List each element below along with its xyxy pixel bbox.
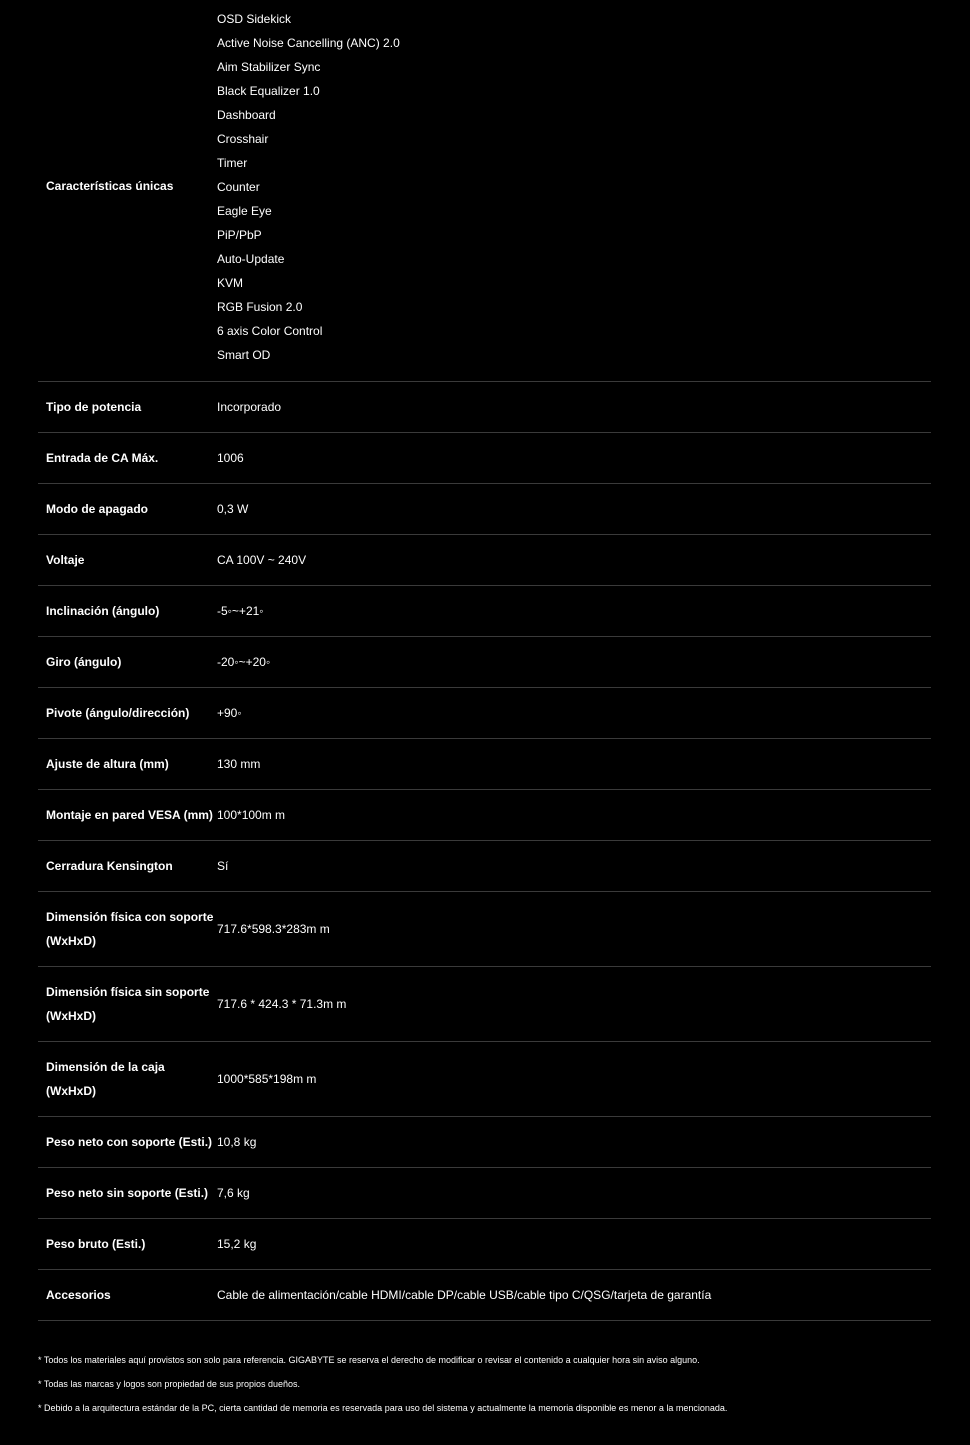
spec-label-line: (WxHxD) bbox=[46, 1009, 96, 1023]
feature-item: KVM bbox=[217, 276, 244, 290]
spec-value: Incorporado bbox=[217, 400, 282, 414]
spec-value: +90◦ bbox=[217, 706, 242, 720]
footnotes bbox=[38, 1348, 931, 1420]
feature-item: 6 axis Color Control bbox=[217, 324, 323, 338]
feature-item: RGB Fusion 2.0 bbox=[217, 300, 303, 314]
spec-label: Tipo de potencia bbox=[46, 400, 142, 414]
features-list bbox=[217, 0, 931, 382]
spec-row-pivot bbox=[38, 688, 931, 739]
spec-label: Inclinación (ángulo) bbox=[46, 604, 160, 618]
feature-item: Timer bbox=[217, 156, 248, 170]
spec-label: Voltaje bbox=[46, 553, 85, 567]
spec-label: Peso bruto (Esti.) bbox=[46, 1237, 146, 1251]
spec-value: 15,2 kg bbox=[217, 1237, 257, 1251]
spec-row-tilt bbox=[38, 586, 931, 637]
feature-item: Aim Stabilizer Sync bbox=[217, 60, 321, 74]
spec-label: Ajuste de altura (mm) bbox=[46, 757, 169, 771]
spec-label: Pivote (ángulo/dirección) bbox=[46, 706, 190, 720]
feature-item: OSD Sidekick bbox=[217, 12, 292, 26]
spec-label: Peso neto con soporte (Esti.) bbox=[46, 1135, 213, 1149]
footnote: * Todos los materiales aquí provistos son solo para referencia. GIGABYTE se reserva el derecho de modificar o revisar el contenido a cualquier hora sin aviso alguno. bbox=[38, 1355, 700, 1365]
spec-row-kensington bbox=[38, 841, 931, 892]
spec-value: 7,6 kg bbox=[217, 1186, 250, 1200]
spec-value: CA 100V ~ 240V bbox=[217, 553, 307, 567]
spec-row-power-type bbox=[38, 382, 931, 433]
spec-label: Modo de apagado bbox=[46, 502, 148, 516]
spec-label bbox=[38, 905, 217, 953]
spec-value: 1000*585*198m m bbox=[217, 1072, 317, 1086]
spec-label: Características únicas bbox=[46, 178, 174, 193]
spec-row-net-weight-with-stand bbox=[38, 1117, 931, 1168]
feature-item: Eagle Eye bbox=[217, 204, 272, 218]
feature-item: Active Noise Cancelling (ANC) 2.0 bbox=[217, 36, 400, 50]
feature-item: Black Equalizer 1.0 bbox=[217, 84, 320, 98]
spec-label bbox=[38, 980, 217, 1028]
spec-label-line: Dimensión física sin soporte bbox=[46, 985, 210, 999]
spec-value: 130 mm bbox=[217, 757, 261, 771]
feature-item: Auto-Update bbox=[217, 252, 285, 266]
feature-item: Crosshair bbox=[217, 132, 269, 146]
spec-label-line: (WxHxD) bbox=[46, 1084, 96, 1098]
spec-label: Peso neto sin soporte (Esti.) bbox=[46, 1186, 209, 1200]
spec-label-line: Dimensión física con soporte bbox=[46, 910, 214, 924]
spec-row-swivel bbox=[38, 637, 931, 688]
footnote: * Debido a la arquitectura estándar de la PC, cierta cantidad de memoria es reservada para uso del sistema y actualmente la memoria disponible es menor a la mencionada. bbox=[38, 1403, 728, 1413]
spec-value: 717.6 * 424.3 * 71.3m m bbox=[217, 997, 347, 1011]
spec-value: 717.6*598.3*283m m bbox=[217, 922, 330, 936]
spec-row-features bbox=[38, 0, 931, 382]
spec-value: -20◦~+20◦ bbox=[217, 655, 271, 669]
spec-row-dim-without-stand bbox=[38, 967, 931, 1042]
spec-label-line: Dimensión de la caja bbox=[46, 1060, 165, 1074]
feature-item: Counter bbox=[217, 180, 260, 194]
spec-row-dim-with-stand bbox=[38, 892, 931, 967]
spec-label: Entrada de CA Máx. bbox=[46, 451, 159, 465]
spec-label: Cerradura Kensington bbox=[46, 859, 173, 873]
spec-row-net-weight-without-stand bbox=[38, 1168, 931, 1219]
feature-item: Dashboard bbox=[217, 108, 276, 122]
spec-value: 100*100m m bbox=[217, 808, 286, 822]
spec-value: Cable de alimentación/cable HDMI/cable DP/cable USB/cable tipo C/QSG/tarjeta de garantía bbox=[217, 1288, 712, 1302]
spec-value: 10,8 kg bbox=[217, 1135, 257, 1149]
spec-label-line: (WxHxD) bbox=[46, 934, 96, 948]
footnote: * Todas las marcas y logos son propiedad de sus propios dueños. bbox=[38, 1379, 300, 1389]
spec-row-ac-input bbox=[38, 433, 931, 484]
spec-label: Montaje en pared VESA (mm) bbox=[46, 808, 213, 822]
spec-value: -5◦~+21◦ bbox=[217, 604, 264, 618]
feature-item: PiP/PbP bbox=[217, 228, 262, 242]
spec-row-gross-weight bbox=[38, 1219, 931, 1270]
feature-item: Smart OD bbox=[217, 348, 271, 362]
spec-row-vesa bbox=[38, 790, 931, 841]
spec-label bbox=[38, 1055, 217, 1103]
spec-row-box-dim bbox=[38, 1042, 931, 1117]
spec-row-off-mode bbox=[38, 484, 931, 535]
spec-label: Giro (ángulo) bbox=[46, 655, 122, 669]
spec-label: Accesorios bbox=[46, 1288, 111, 1302]
spec-table bbox=[38, 0, 931, 1321]
spec-row-height-adjust bbox=[38, 739, 931, 790]
spec-value: Sí bbox=[217, 859, 229, 873]
spec-row-accessories bbox=[38, 1270, 931, 1321]
spec-value: 0,3 W bbox=[217, 502, 249, 516]
spec-row-voltage bbox=[38, 535, 931, 586]
spec-value: 1006 bbox=[217, 451, 244, 465]
